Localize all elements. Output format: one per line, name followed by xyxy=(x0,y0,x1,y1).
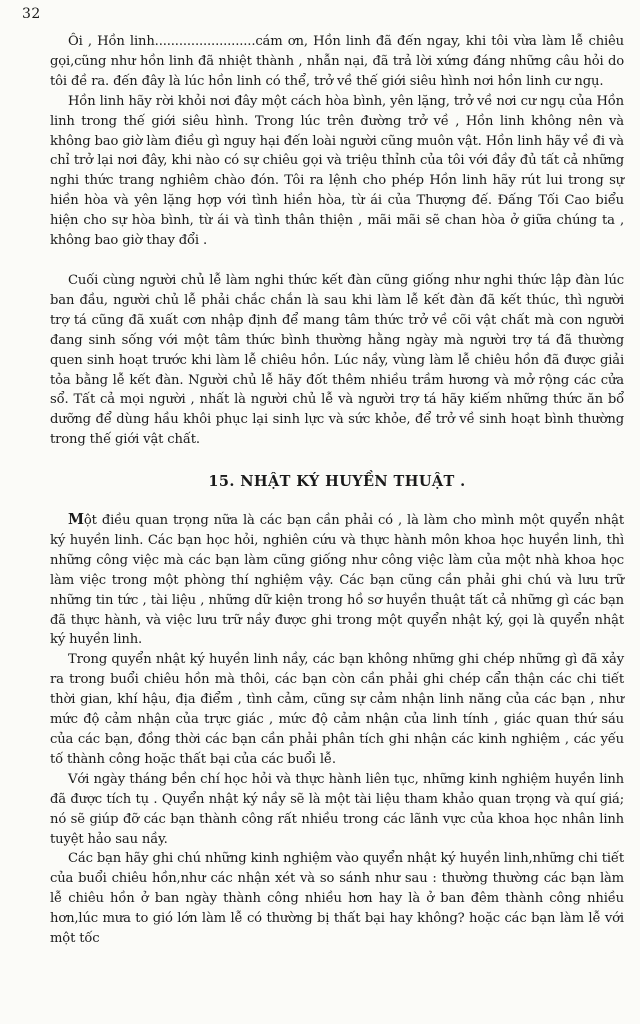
page-number: 32 xyxy=(22,6,41,22)
section-title: 15. NHẬT KÝ HUYỀN THUẬT . xyxy=(208,473,466,491)
drop-cap: M xyxy=(68,511,84,529)
paragraph-7: Các bạn hãy ghi chú những kinh nghiệm vào quyển nhật ký huyền linh,những chi tiết của buổi chiêu hồn,như các nhận xét và so sánh như sau : thường thường các bạn làm lễ chiêu hồn ở ban ngày thành công nhiều hơn hay là ở ban đêm thành công nhiều hơn,lúc mưa to gió lớn làm lễ có thường bị thất bại hay không? hoặc các bạn làm lễ với một tốc xyxy=(50,851,624,947)
paragraph-spacer xyxy=(50,251,624,271)
paragraph-5: Trong quyển nhật ký huyền linh nầy, các bạn không những ghi chép những gì đã xảy ra trong buổi chiêu hồn mà thôi, các bạn còn cần phải ghi chép cẩn thận các chi tiết thời gian, khí hậu, địa điểm , tình cảm, cũng sự cảm nhận linh năng của các bạn , như mức độ cảm nhận của trực giác , mức độ cảm nhận của linh tính , giác quan thứ sáu của các bạn, đồng thời các bạn cần phải phân tích ghi nhận các kinh nghiệm , các yếu tố thành công hoặc thất bại của các buổi lễ. xyxy=(50,652,624,767)
paragraph-4 xyxy=(50,510,624,650)
paragraph-6: Với ngày tháng bền chí học hỏi và thực hành liên tục, những kinh nghiệm huyền linh đã được tích tụ . Quyển nhật ký nầy sẽ là một tài liệu tham khảo quan trọng và quí giá; nó sẽ giúp đỡ các bạn thành công rất nhiều trong các lãnh vực của khoa học nhân linh tuyệt hảo sau nầy. xyxy=(50,771,624,847)
paragraph-1: Ôi , Hồn linh.........................cám ơn, Hồn linh đã đến ngay, khi tôi vừa làm lễ chiêu gọi,cũng như hồn linh đã nhiệt thành , nhẫn nại, đã trả lời xứng đáng những câu hỏi do tôi đề ra. đến đây là lúc hồn linh có thể, trở về thế giới siêu hình nơi hồn linh cư ngụ. xyxy=(50,34,624,89)
page-body xyxy=(50,32,624,949)
paragraph-4-text: ột điều quan trọng nữa là các bạn cần phải có , là làm cho mình một quyển nhật ký huyền linh. Các bạn học hỏi, nghiên cứu và thực hành môn khoa học huyền linh, thì những công việc mà các bạn làm cũng giống như công việc làm của một nhà khoa học làm việc trong một phòng thí nghiệm vậy. Các bạn cũng cần phải ghi chú và lưu trữ những tin tức , tài liệu , những dữ kiện trong hồ sơ huyền thuật tất cả những gì các bạn đã thực hành, và việc lưu trữ nầy được ghi trong một quyển nhật ký, gọi là quyển nhật ký huyền linh. xyxy=(50,513,624,648)
paragraph-3: Cuối cùng người chủ lễ làm nghi thức kết đàn cũng giống như nghi thức lập đàn lúc ban đầu, người chủ lễ phải chắc chắn là sau khi làm lễ kết đàn đã kết thúc, thì người trợ tá cũng đã xuất cơn nhập định để mang tâm thức trở về cõi vật chất mà con người đang sinh sống với một tâm thức bình thường hằng ngày mà người trợ tá đã thường quen sinh hoạt trước khi làm lễ chiêu hồn. Lúc nầy, vùng làm lễ chiêu hồn đã được giải tỏa bằng lễ kết đàn. Người chủ lễ hãy đốt thêm nhiều trầm hương và mở rộng các cửa sổ. Tất cả mọi người , nhất là người chủ lễ và người trợ tá hãy kiếm những thức ăn bổ dưỡng để dùng hầu khôi phục lại sinh lực và sức khỏe, để trở về sinh hoạt bình thường trong thế giới vật chất. xyxy=(50,272,624,448)
paragraph-2: Hồn linh hãy rời khỏi nơi đây một cách hòa bình, yên lặng, trở về nơi cư ngụ của Hồn linh trong thế giới siêu hình. Trong lúc trên đường trở về , Hồn linh không nên và không bao giờ làm điều gì nguy hại đến loài người cũng muôn vật. Hồn linh hãy về đi và chỉ trở lại nơi đây, khi nào có sự chiêu gọi và triệu thỉnh của tôi với đầy đủ tất cả những nghi thức trang nghiêm chào đón. Tôi ra lệnh cho phép Hồn linh hãy rút lui trong sự hiền hòa và yên lặng hợp với tình hiền hòa, từ ái của Thượng đế. Đấng Tối Cao biểu hiện cho sự hòa bình, từ ái và tình thân thiện , mãi mãi sẽ chan hòa ở giữa chúng ta , không bao giờ thay đổi . xyxy=(50,93,624,249)
